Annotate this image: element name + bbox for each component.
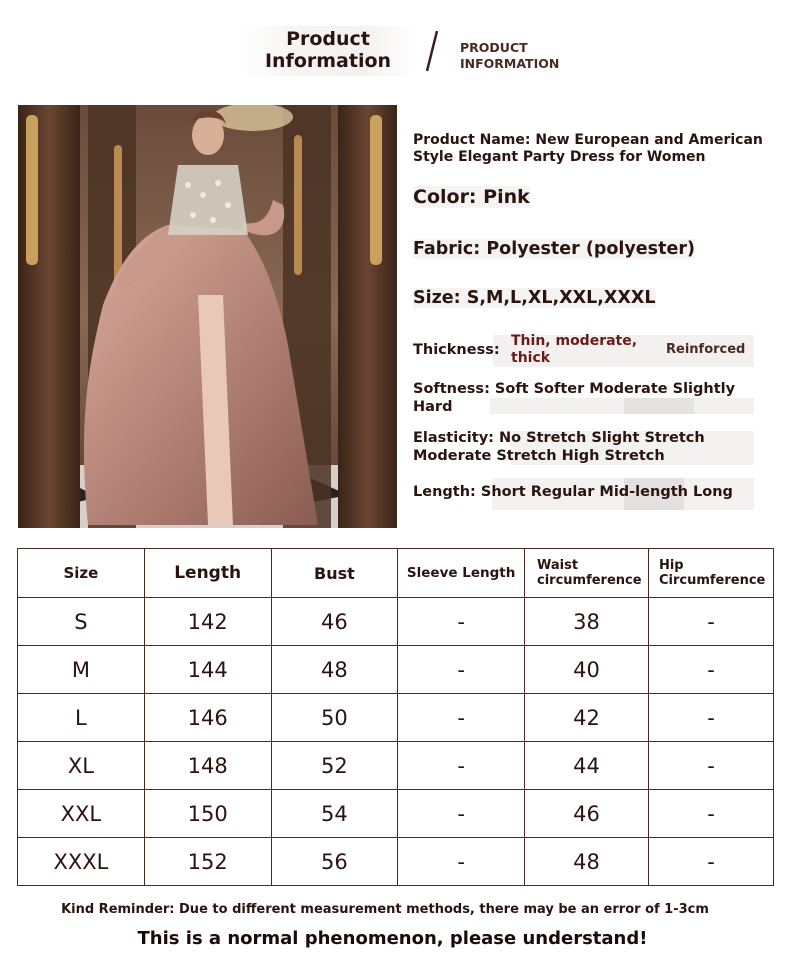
- product-photo: [18, 105, 397, 528]
- cell-hip: -: [648, 646, 773, 694]
- table-row: [18, 694, 774, 742]
- thickness-option-standard-line1: Thin, moderate,: [511, 333, 638, 349]
- product-fabric: Fabric: Polyester (polyester): [413, 239, 695, 259]
- cell-waist: 38: [525, 598, 649, 646]
- cell-sleeve: -: [398, 742, 525, 790]
- page-subtitle-line1: PRODUCT: [460, 40, 528, 55]
- elasticity-line1: Elasticity: No Stretch Slight Stretch: [413, 430, 705, 446]
- cell-sleeve: -: [398, 790, 525, 838]
- cell-bust: 46: [271, 598, 398, 646]
- table-row: [18, 646, 774, 694]
- cell-bust: 56: [271, 838, 398, 886]
- thickness-option-reinforced: Reinforced: [666, 342, 746, 357]
- cell-hip: -: [648, 742, 773, 790]
- thickness-option-standard: [511, 333, 651, 367]
- page-subtitle-line2: INFORMATION: [460, 56, 560, 71]
- cell-waist: 46: [525, 790, 649, 838]
- header-bust: Bust: [271, 549, 398, 598]
- size-chart-header-row: [18, 549, 774, 598]
- cell-sleeve: -: [398, 646, 525, 694]
- cell-length: 150: [144, 790, 271, 838]
- cell-length: 152: [144, 838, 271, 886]
- softness-info: [413, 380, 758, 416]
- cell-hip: -: [648, 790, 773, 838]
- cell-sleeve: -: [398, 598, 525, 646]
- product-name-line2: Style Elegant Party Dress for Women: [413, 149, 706, 165]
- elasticity-info: [413, 429, 758, 465]
- cell-waist: 44: [525, 742, 649, 790]
- cell-size: L: [18, 694, 145, 742]
- cell-size: XL: [18, 742, 145, 790]
- page-subtitle: [460, 40, 559, 72]
- page-title-line1: Product: [286, 28, 370, 50]
- cell-waist: 40: [525, 646, 649, 694]
- cell-size: S: [18, 598, 145, 646]
- cell-size: XXXL: [18, 838, 145, 886]
- header-waist-line2: circumference: [537, 573, 642, 588]
- cell-bust: 52: [271, 742, 398, 790]
- reminder-note: This is a normal phenomenon, please understand!: [137, 928, 648, 949]
- thickness-label: Thickness:: [413, 342, 500, 358]
- table-row: [18, 742, 774, 790]
- cell-length: 148: [144, 742, 271, 790]
- cell-sleeve: -: [398, 694, 525, 742]
- header-waist-line1: Waist: [537, 558, 579, 573]
- thickness-option-standard-line2: thick: [511, 350, 551, 366]
- cell-bust: 48: [271, 646, 398, 694]
- cell-length: 142: [144, 598, 271, 646]
- table-row: [18, 790, 774, 838]
- elasticity-line2: Moderate Stretch High Stretch: [413, 448, 665, 464]
- measurement-reminder: Kind Reminder: Due to different measurement methods, there may be an error of 1-3cm: [61, 902, 709, 917]
- cell-hip: -: [648, 598, 773, 646]
- header-hip-line2: Circumference: [658, 573, 766, 588]
- slash-divider: [426, 30, 438, 72]
- header-length: Length: [144, 549, 271, 598]
- cell-size: M: [18, 646, 145, 694]
- page-title-line2: Information: [264, 50, 392, 72]
- length-info: Length: Short Regular Mid-length Long: [413, 484, 733, 500]
- softness-line2: Hard: [413, 399, 453, 415]
- cell-bust: 54: [271, 790, 398, 838]
- product-name: [413, 132, 773, 166]
- cell-waist: 42: [525, 694, 649, 742]
- product-color: Color: Pink: [413, 186, 530, 208]
- product-name-line1: Product Name: New European and American: [413, 132, 763, 148]
- cell-bust: 50: [271, 694, 398, 742]
- table-row: [18, 838, 774, 886]
- header-hip-line1: Hip: [658, 558, 684, 573]
- header-hip: [648, 549, 773, 598]
- size-chart-table: [17, 548, 774, 886]
- table-row: [18, 598, 774, 646]
- cell-hip: -: [648, 694, 773, 742]
- page-title: [240, 26, 416, 76]
- header-sleeve-length: Sleeve Length: [398, 549, 525, 598]
- softness-line1: Softness: Soft Softer Moderate Slightly: [413, 381, 736, 397]
- cell-sleeve: -: [398, 838, 525, 886]
- header-size: Size: [18, 549, 145, 598]
- header-waist: [525, 549, 649, 598]
- cell-length: 144: [144, 646, 271, 694]
- cell-waist: 48: [525, 838, 649, 886]
- product-sizes: Size: S,M,L,XL,XXL,XXXL: [413, 288, 656, 308]
- cell-length: 146: [144, 694, 271, 742]
- cell-size: XXL: [18, 790, 145, 838]
- cell-hip: -: [648, 838, 773, 886]
